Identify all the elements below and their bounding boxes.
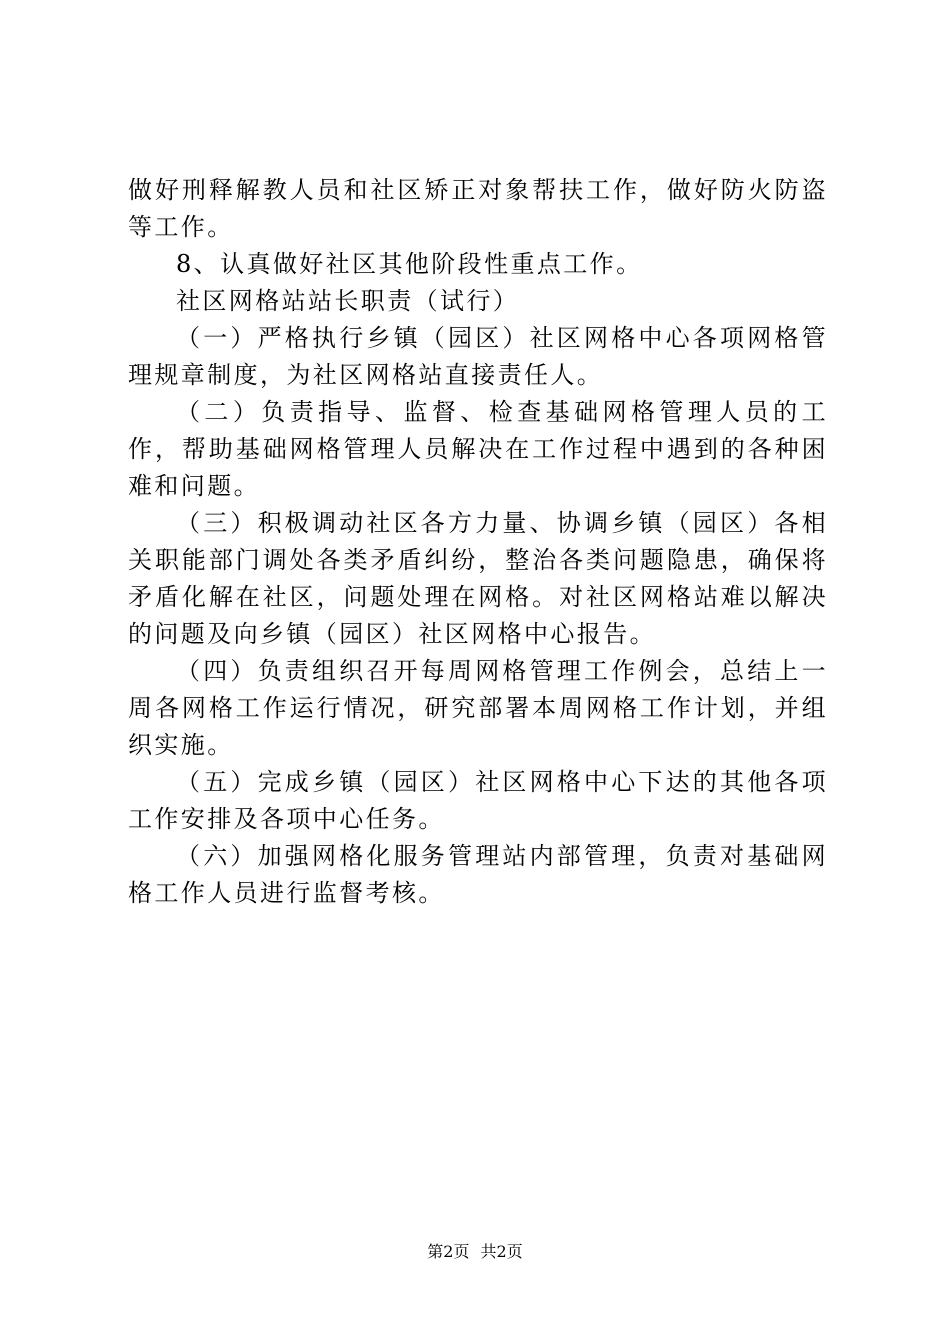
paragraph-duty-3: （三）积极调动社区各方力量、协调乡镇（园区）各相关职能部门调处各类矛盾纠纷，整治各类问题隐患，确保将矛盾化解在社区，问题处理在网格。对社区网格站难以解决的问题及向乡镇（园区）社区网格中心报告。 <box>128 509 828 648</box>
paragraph-duty-4: （四）负责组织召开每周网格管理工作例会，总结上一周各网格工作运行情况，研究部署本周网格工作计划，并组织实施。 <box>128 657 828 759</box>
page-footer <box>0 1241 950 1263</box>
paragraph-duty-1: （一）严格执行乡镇（园区）社区网格中心各项网格管理规章制度，为社区网格站直接责任人。 <box>128 324 828 389</box>
document-body <box>128 172 828 912</box>
paragraph-duty-5: （五）完成乡镇（园区）社区网格中心下达的其他各项工作安排及各项中心任务。 <box>128 768 828 833</box>
section-title: 社区网格站站长职责（试行） <box>176 287 520 315</box>
page-number-total: 共2页 <box>480 1242 523 1261</box>
page-number-current: 第2页 <box>427 1242 470 1261</box>
paragraph-duty-2: （二）负责指导、监督、检查基础网格管理人员的工作，帮助基础网格管理人员解决在工作过程中遇到的各种困难和问题。 <box>128 398 828 500</box>
paragraph-item-8: 8、认真做好社区其他阶段性重点工作。 <box>176 250 643 278</box>
paragraph-continuation: 做好刑释解教人员和社区矫正对象帮扶工作，做好防火防盗等工作。 <box>128 176 828 241</box>
paragraph-duty-6: （六）加强网格化服务管理站内部管理，负责对基础网格工作人员进行监督考核。 <box>128 842 828 907</box>
